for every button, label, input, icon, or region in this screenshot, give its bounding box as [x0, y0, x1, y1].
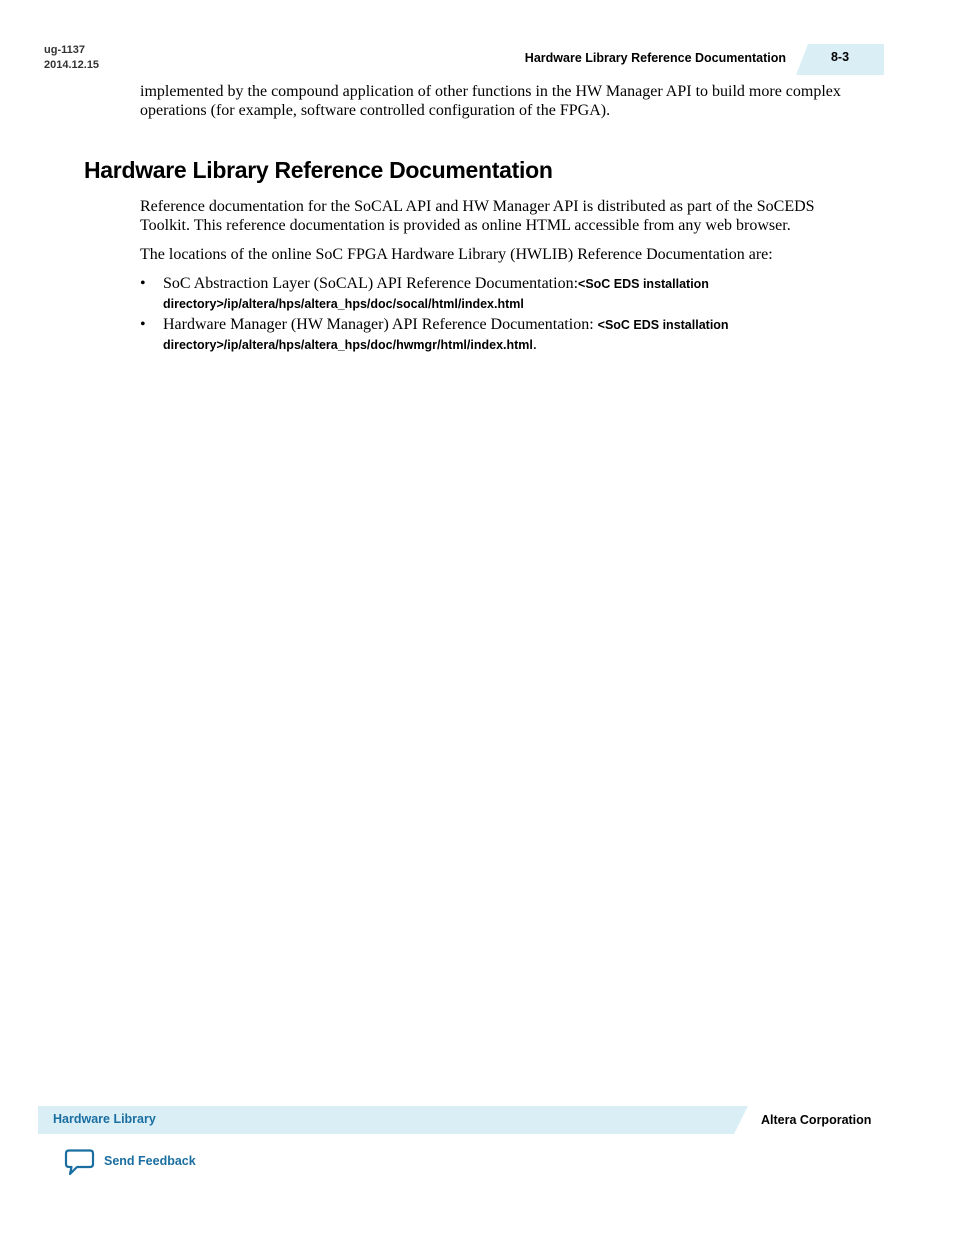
document-id: ug-1137 [44, 44, 85, 56]
list-item-socal [140, 274, 870, 314]
footer-chapter-link[interactable]: Hardware Library [53, 1112, 156, 1126]
socal-doc-path: <SoC EDS installation directory>/ip/altera/hps/altera_hps/doc/socal/html/index.html [163, 277, 709, 311]
bullet-marker: • [140, 275, 146, 292]
hwmgr-label: Hardware Manager (HW Manager) API Reference Documentation: [163, 316, 598, 333]
intro-paragraph: implemented by the compound application of other functions in the HW Manager API to build more complex operations (for example, software controlled configuration of the FPGA). [140, 83, 841, 119]
document-date: 2014.12.15 [44, 59, 100, 71]
locations-paragraph: The locations of the online SoC FPGA Hardware Library (HWLIB) Reference Documentation are: [140, 246, 773, 263]
running-header-title: Hardware Library Reference Documentation [524, 51, 786, 65]
send-feedback-label: Send Feedback [104, 1153, 196, 1168]
footer-company: Altera Corporation [761, 1113, 872, 1127]
hwmgr-doc-path: <SoC EDS installation directory>/ip/altera/hps/altera_hps/doc/hwmgr/html/index.html [163, 318, 729, 352]
documentation-location-list [140, 274, 870, 356]
reference-paragraph: Reference documentation for the SoCAL API and HW Manager API is distributed as part of the SoCEDS Toolkit. This reference documentation is provided as online HTML accessible from any web browser. [140, 198, 815, 234]
section-heading: Hardware Library Reference Documentation [84, 157, 553, 183]
socal-label: SoC Abstraction Layer (SoCAL) API Reference Documentation: [163, 275, 579, 292]
document-id-block [44, 43, 99, 73]
speech-bubble-icon [64, 1148, 95, 1177]
hwmgr-suffix: . [532, 336, 537, 353]
page-number: 8-3 [830, 50, 850, 64]
list-item-hwmgr [140, 315, 870, 355]
bullet-marker: • [140, 316, 146, 333]
send-feedback-link[interactable] [64, 1148, 196, 1177]
